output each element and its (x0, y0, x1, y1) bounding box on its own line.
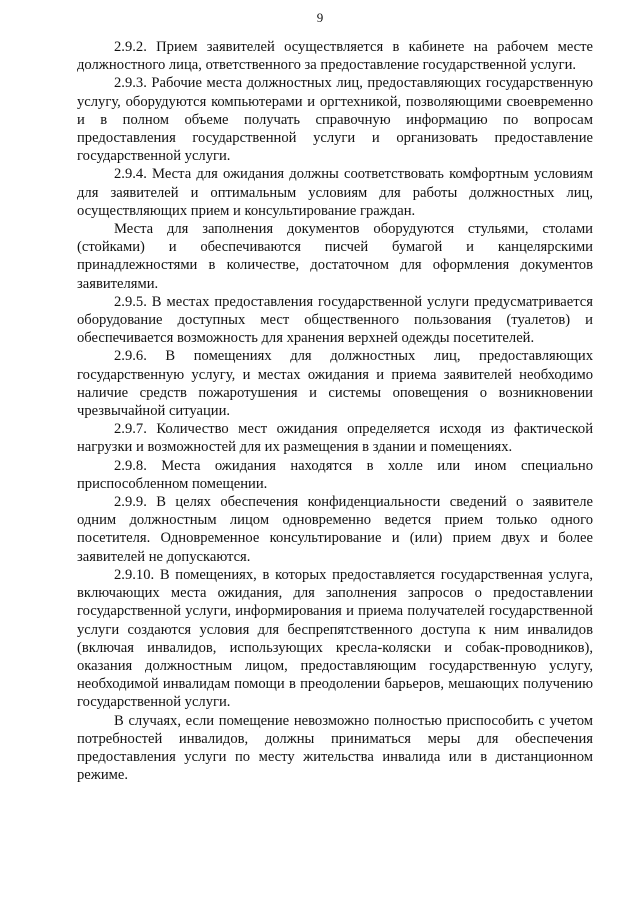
paragraph-2-9-9: 2.9.9. В целях обеспечения конфиденциальности сведений о заявителе одним должностным лицом одновременно ведется прием только одного посетителя. Одновременное консультирование и (или) прием двух и более заявителей не допускаются. (77, 494, 593, 565)
paragraph-2-9-2: 2.9.2. Прием заявителей осуществляется в кабинете на рабочем месте должностного лица, ответственного за предоставление государственной услуги. (77, 39, 593, 74)
paragraph-accessibility-cases: В случаях, если помещение невозможно полностью приспособить с учетом потребностей инвалидов, должны приниматься меры для обеспечения предоставления услуги по месту жительства инвалида или в дистанционном режиме. (77, 712, 593, 784)
paragraph-2-9-10: 2.9.10. В помещениях, в которых предоставляется государственная услуга, включающих места ожидания, для заполнения запросов о предоставлении государственной услуги, информирования и приема получателей государственной услуги создаются условия для беспрепятственного доступа к ним инвалидов (включая инвалидов, использующих кресла-коляски и собак-проводников), оказания должностным лицом, предоставляющим государственную услугу, необходимой инвалидам помощи в преодолении барьеров, мешающих получению государственной услуги. (77, 566, 593, 711)
paragraph-2-9-8: 2.9.8. Места ожидания находятся в холле или ином специально приспособленном помещении. (77, 457, 593, 492)
paragraph-2-9-4: 2.9.4. Места для ожидания должны соответствовать комфортным условиям для заявителей и оптимальным условиям для работы должностных лиц, осуществляющих прием и консультирование граждан. (77, 166, 593, 219)
paragraph-2-9-5: 2.9.5. В местах предоставления государственной услуги предусматривается оборудование доступных мест общественного пользования (туалетов) и обеспечивается возможность для хранения верхней одежды посетителей. (77, 293, 593, 347)
paragraph-2-9-6: 2.9.6. В помещениях для должностных лиц, предоставляющих государственную услугу, и местах ожидания и приема заявителей необходимо наличие средств пожаротушения и системы оповещения о возникновении чрезвычайной ситуации. (77, 348, 593, 420)
paragraph-2-9-7: 2.9.7. Количество мест ожидания определяется исходя из фактической нагрузки и возможностей для их размещения в здании и помещениях. (77, 421, 593, 456)
page-number: 9 (316, 10, 324, 25)
document-body (77, 38, 593, 784)
paragraph-document-places: Места для заполнения документов оборудуются стульями, столами (стойками) и обеспечиваются писчей бумагой и канцелярскими принадлежностями в количестве, достаточном для оформления документов заявителями. (77, 221, 593, 292)
paragraph-2-9-3: 2.9.3. Рабочие места должностных лиц, предоставляющих государственную услугу, оборудуются компьютерами и оргтехникой, позволяющими своевременно и в полном объеме получать справочную информацию по вопросам предоставления государственной услуги и организовать предоставление государственной услуги. (77, 75, 593, 165)
